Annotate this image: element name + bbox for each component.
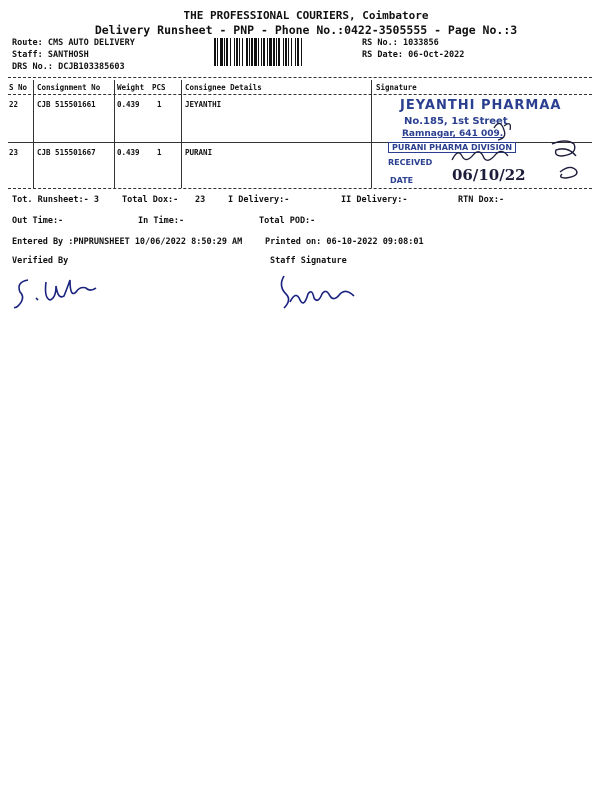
drs-value: DCJB103385603 [58, 62, 125, 72]
row-consignment: CJB 515501667 [37, 148, 96, 157]
verified-by-label: Verified By [12, 256, 69, 266]
route-field [12, 38, 135, 48]
row-consignee: JEYANTHI [185, 100, 222, 109]
drs-field [12, 62, 125, 72]
column-header-weight: Weight [117, 83, 145, 92]
out-time: Out Time:- [12, 216, 64, 226]
handwritten-signature-icon [382, 96, 590, 186]
route-label: Route: [12, 38, 43, 48]
stamp-date-value: 06/10/22 [452, 166, 526, 184]
total-runsheet: Tot. Runsheet:- 3 [12, 195, 99, 205]
row-weight: 0.439 [117, 148, 140, 157]
route-value: CMS AUTO DELIVERY [47, 38, 135, 48]
total-dox-value: 23 [195, 195, 206, 205]
rs-no-label: RS No.: [362, 38, 398, 48]
column-divider [371, 80, 372, 188]
barcode [214, 38, 355, 66]
entered-by: Entered By :PNPRUNSHEET 10/06/2022 8:50:29 AM [12, 237, 243, 247]
drs-label: DRS No.: [12, 62, 53, 72]
stamp-company: JEYANTHI PHARMAA [400, 98, 562, 113]
staff-field [12, 50, 89, 60]
stamp-address2: Ramnagar, 641 009. [402, 129, 504, 139]
stamp-division: PURANI PHARMA DIVISION [388, 142, 516, 153]
barcode-bar [302, 38, 303, 66]
column-header-consignee: Consignee Details [185, 83, 262, 92]
total-dox-label: Total Dox:- [122, 195, 179, 205]
rs-date-value: 06-Oct-2022 [408, 50, 465, 60]
table-bottom-divider [8, 188, 592, 189]
stamp-address1: No.185, 1st Street [404, 116, 508, 127]
column-divider [114, 80, 115, 188]
column-divider [33, 80, 34, 188]
row-sno: 23 [9, 148, 19, 157]
verified-signature-icon [14, 274, 114, 314]
column-header-pcs: PCS [152, 83, 166, 92]
staff-label: Staff: [12, 50, 43, 60]
received-stamp [382, 96, 590, 186]
rtn-dox: RTN Dox:- [458, 195, 505, 205]
stamp-date-label: DATE [390, 176, 414, 185]
rs-date-label: RS Date: [362, 50, 403, 60]
row-consignee: PURANI [185, 148, 213, 157]
i-delivery: I Delivery:- [228, 195, 290, 205]
rs-date-field [362, 50, 464, 60]
rs-no-value: 1033856 [402, 38, 439, 48]
column-header-sno: S No [9, 83, 28, 92]
table-header-divider [8, 94, 592, 95]
ii-delivery: II Delivery:- [341, 195, 408, 205]
company-title: THE PROFESSIONAL COURIERS, Coimbatore [183, 9, 429, 22]
column-header-consignment: Consignment No [37, 83, 101, 92]
row-pcs: 1 [157, 100, 162, 109]
total-pod: Total POD:- [259, 216, 316, 226]
table-top-divider [8, 77, 592, 78]
printed-on: Printed on: 06-10-2022 09:08:01 [265, 237, 424, 247]
stamp-received: RECEIVED [388, 158, 433, 167]
in-time: In Time:- [138, 216, 185, 226]
staff-value: SANTHOSH [47, 50, 89, 60]
rs-no-field [362, 38, 439, 48]
staff-signature-icon [276, 266, 376, 312]
row-consignment: CJB 515501661 [37, 100, 96, 109]
row-sno: 22 [9, 100, 19, 109]
column-header-signature: Signature [376, 83, 417, 92]
row-pcs: 1 [157, 148, 162, 157]
staff-signature-label: Staff Signature [270, 256, 347, 266]
runsheet-subtitle: Delivery Runsheet - PNP - Phone No.:0422-3505555 - Page No.:3 [94, 23, 518, 37]
column-divider [181, 80, 182, 188]
row-weight: 0.439 [117, 100, 140, 109]
